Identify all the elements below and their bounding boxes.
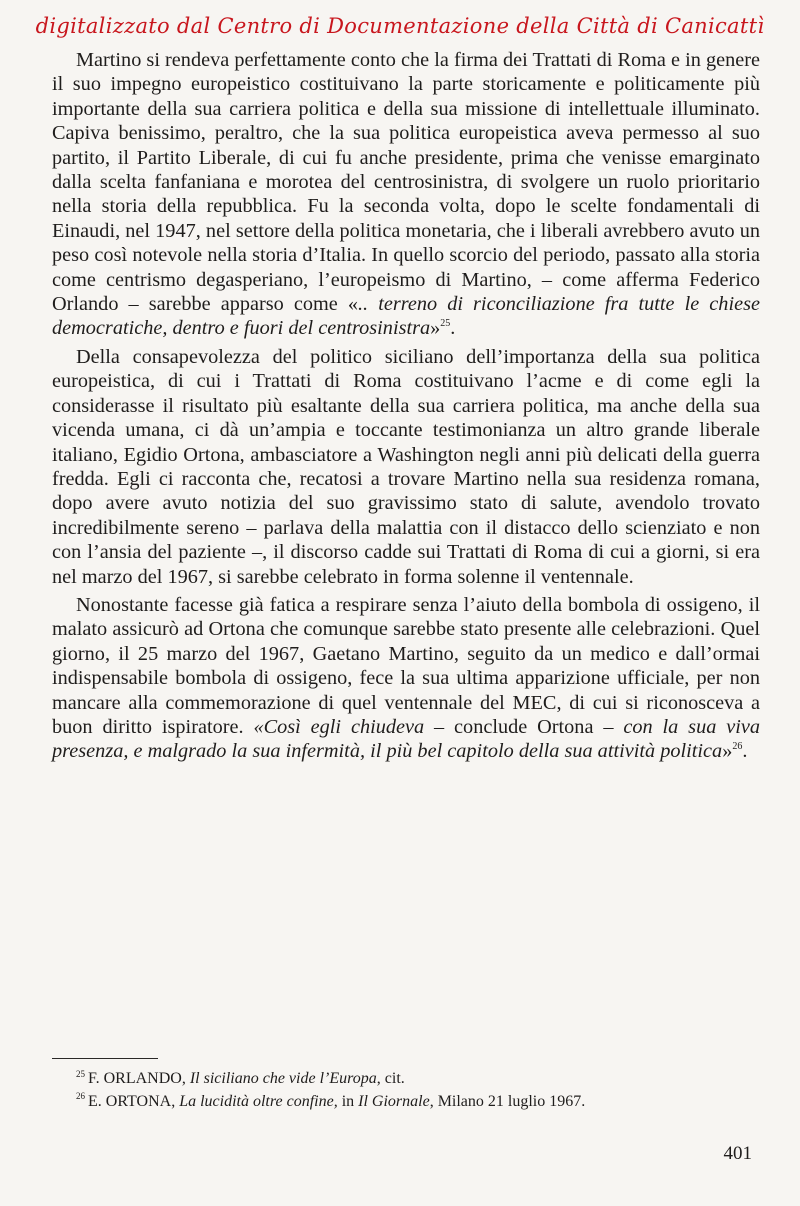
digitization-watermark: digitalizzato dal Centro di Documentazione della Città di Canicattì xyxy=(35,14,765,38)
italic-run: Il siciliano che vide l’Europa xyxy=(189,1070,377,1087)
italic-run: Il Giornale xyxy=(358,1092,430,1110)
page-number: 401 xyxy=(723,1143,752,1164)
text-run: » xyxy=(430,317,441,340)
paragraph xyxy=(52,593,760,764)
footnote-ref: 26 xyxy=(732,741,743,753)
footnote xyxy=(76,1068,756,1091)
text-run: , Milano 21 luglio 1967. xyxy=(429,1092,586,1110)
text-run: . xyxy=(742,740,748,763)
text-run: F. ORLANDO, xyxy=(88,1070,190,1087)
text-run: Martino si rendeva perfettamente conto che la firma dei Trattati di Roma e in genere il suo impegno europeistico costituivano la parte storicamente e politicamente più importante della sua carriera politica e della sua missione di intellettuale illuminato. Capiva benissimo, peraltro, che la sua politica europeistica aveva permesso al suo partito, il Partito Liberale, di cui fu anche presidente, prima che venisse emarginato dalla scelta fanfaniana e morotea del centrosinistra, di svolgere un ruolo prioritario nella storia della repubblica. Fu la seconda volta, dopo le scelte fondamentali di Einaudi, nel 1947, nel settore della politica monetaria, che i liberali avrebbero avuto un peso così notevole nella storia d’Italia. In quello scorcio del periodo, passato alla storia come centrismo degasperiano, l’europeismo di Martino, – come afferma Federico Orlando – sarebbe apparso come « xyxy=(52,49,760,316)
footnote-ref: 25 xyxy=(440,318,451,330)
italic-run: con la sua viva presenza, e malgrado la sua infermità, il più bel capitolo della sua attività politica xyxy=(52,715,761,763)
text-run: in xyxy=(337,1092,359,1110)
paragraph xyxy=(52,345,760,589)
italic-run: La lucidità oltre confine, xyxy=(179,1092,338,1110)
text-run: E. ORTONA, xyxy=(88,1092,180,1110)
body-text xyxy=(52,48,760,764)
text-run: – conclude Ortona – xyxy=(424,715,624,738)
footnote-text xyxy=(88,1070,405,1087)
text-run: » xyxy=(722,740,733,763)
italic-run: .. terreno di riconciliazione fra tutte le chiese democratiche, dentro e fuori del centrosinistra xyxy=(52,293,760,340)
footnote-separator xyxy=(52,1058,158,1059)
text-run: , cit. xyxy=(376,1070,405,1087)
paragraph xyxy=(52,48,760,341)
text-run: Della consapevolezza del politico siciliano dell’importanza della sua politica europeistica, di cui i Trattati di Roma costituivano l’acme e di come egli la considerasse il risultato più esaltante della sua carriera politica, ma anche della sua vicenda umana, ci dà un’ampia e toccante testimonianza un altro grande liberale italiano, Egidio Ortona, ambasciatore a Washington negli anni più delicati della guerra fredda. Egli ci racconta che, recatosi a trovare Martino nella sua residenza romana, dopo avere avuto notizia del suo gravissimo stato di salute, avendolo trovato incredibilmente sereno – parlava della malattia con il distacco dello scienziato e non con l’ansia del paziente –, il discorso cadde sui Trattati di Roma di cui a giorni, si era nel marzo del 1967, si sarebbe celebrato in forma solenne il ventennale. xyxy=(52,345,760,588)
footnote-number: 25 xyxy=(76,1068,85,1079)
text-run: . xyxy=(450,317,456,340)
italic-run: «Così egli chiudeva xyxy=(253,715,425,738)
footnote-text xyxy=(88,1093,585,1110)
footnote xyxy=(76,1091,756,1114)
text-run: Nonostante facesse già fatica a respirare senza l’aiuto della bombola di ossigeno, il malato assicurò ad Ortona che comunque sarebbe stato presente alle celebrazioni. Quel giorno, il 25 marzo del 1967, Gaetano Martino, seguito da un medico e dall’ormai indispensabile bombola di ossigeno, fece la sua ultima apparizione ufficiale, per non mancare alla commemorazione di quel ventennale del MEC, di cui si riconosceva a buon diritto ispiratore. xyxy=(52,593,760,738)
footnote-number: 26 xyxy=(76,1091,85,1102)
footnotes xyxy=(76,1068,756,1113)
